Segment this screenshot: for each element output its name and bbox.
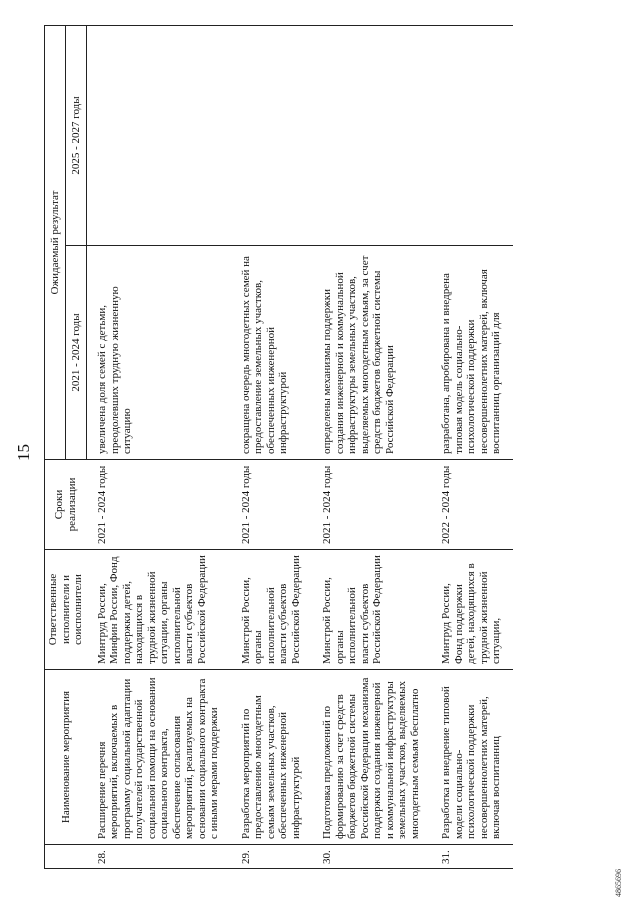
- terms-cell: 2022 - 2024 годы: [431, 460, 513, 550]
- terms-cell: 2021 - 2024 годы: [87, 460, 231, 550]
- result-2021-2024: определены механизмы поддержки создания инженерной и коммунальной инфраструктуры земельных участков, выделяемых многодетным семьям, за счет средств бюджетов бюджетной системы Российской Федерации: [312, 246, 431, 460]
- result-2025-2027: [431, 26, 513, 246]
- measure-name: Разработка и внедрение типовой модели социально-психологической поддержки несовершеннолетних матерей, включая воспитанниц: [431, 670, 513, 845]
- result-2025-2027: [312, 26, 431, 246]
- terms-cell: 2021 - 2024 годы: [312, 460, 431, 550]
- terms-cell: 2021 - 2024 годы: [231, 460, 313, 550]
- measures-table: [44, 25, 513, 869]
- result-2021-2024: увеличена доля семей с детьми, преодолевших трудную жизненную ситуацию: [87, 246, 231, 460]
- result-2021-2024: сокращена очередь многодетных семей на предоставление земельных участков, обеспеченных инженерной инфраструктурой: [231, 246, 313, 460]
- responsible-cell: Минтруд России, Фонд поддержки детей, находящихся в трудной жизненной ситуации,: [431, 550, 513, 670]
- measure-name: Расширение перечня мероприятий, включаемых в программу социальной адаптации получателей государственной социальной помощи на основании социального контракта, обеспечение согласования мероприятий, реализуемых на основании социального контракта с иными мерами поддержки: [87, 670, 231, 845]
- row-number: 29.: [231, 845, 313, 869]
- result-2025-2027: [231, 26, 313, 246]
- header-expected-result: Ожидаемый результат: [45, 26, 66, 460]
- row-number: 28.: [87, 845, 231, 869]
- header-period-2021-2024: 2021 - 2024 годы: [66, 246, 87, 460]
- page-number: 15: [14, 444, 33, 461]
- responsible-cell: Минтруд России, Минфин России, Фонд поддержки детей, находящихся в трудной жизненной ситуации, органы исполнительной власти субъектов Российской Федерации: [87, 550, 231, 670]
- table-row: [431, 26, 513, 869]
- header-responsible: Ответственные исполнители и соисполнители: [45, 550, 87, 670]
- table-row: [312, 26, 431, 869]
- header-num: [45, 845, 87, 869]
- measure-name: Подготовка предложений по формированию за счет средств бюджетов бюджетной системы Российской Федерации механизма поддержки создания инженерной и коммунальной инфраструктуры земельных участков, выделяемых многодетным семьям бесплатно: [312, 670, 431, 845]
- document-id: 4865696: [614, 869, 623, 897]
- responsible-cell: Минстрой России, органы исполнительной власти субъектов Российской Федерации: [312, 550, 431, 670]
- header-name: Наименование мероприятия: [45, 670, 87, 845]
- result-2025-2027: [87, 26, 231, 246]
- table-row: [87, 26, 231, 869]
- row-number: 31.: [431, 845, 513, 869]
- table-row: [231, 26, 313, 869]
- result-2021-2024: разработана, апробирована и внедрена типовая модель социально-психологической поддержки несовершеннолетних матерей, включая воспитанниц организаций для: [431, 246, 513, 460]
- header-terms: Сроки реализации: [45, 460, 87, 550]
- measure-name: Разработка мероприятий по предоставлению многодетным семьям земельных участков, обеспеченных инженерной инфраструктурой: [231, 670, 313, 845]
- row-number: 30.: [312, 845, 431, 869]
- header-period-2025-2027: 2025 - 2027 годы: [66, 26, 87, 246]
- responsible-cell: Минстрой России, органы исполнительной власти субъектов Российской Федерации: [231, 550, 313, 670]
